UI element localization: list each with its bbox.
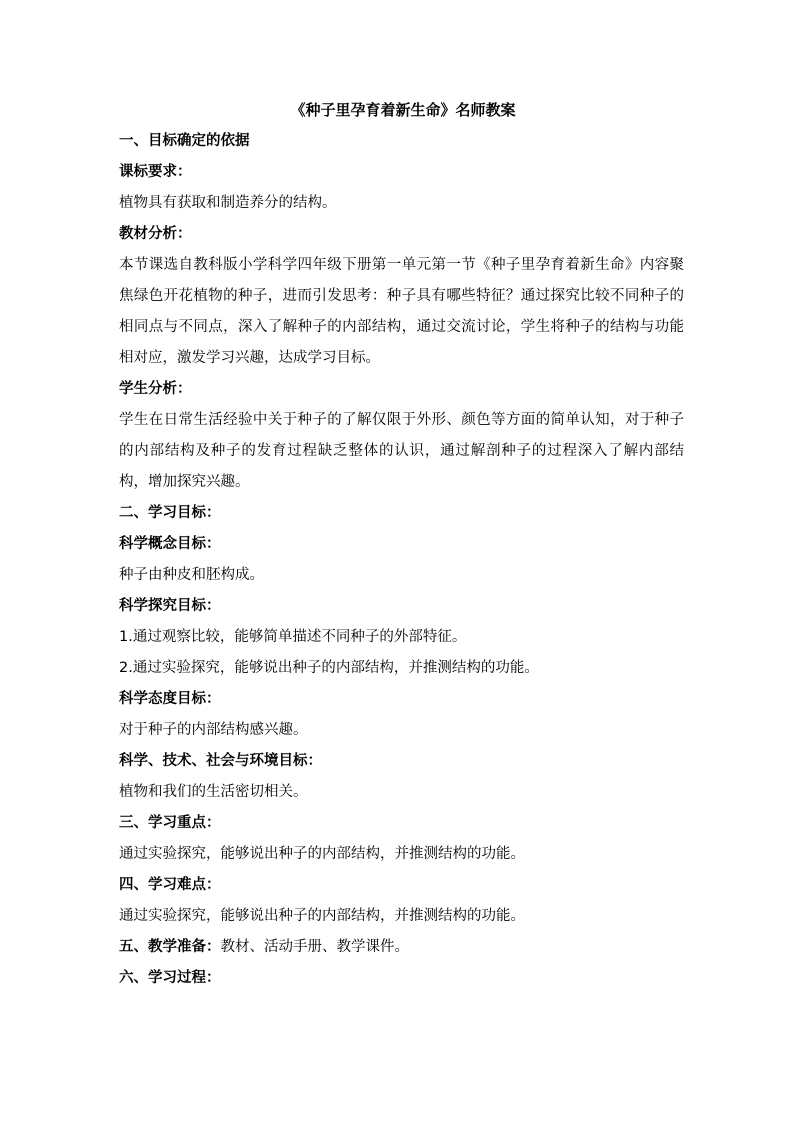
stse-text: 植物和我们的生活密切相关。 <box>119 784 308 800</box>
section5-text: 教材、活动手册、教学课件。 <box>220 939 409 955</box>
section1-heading: 一、目标确定的依据 <box>119 133 250 149</box>
student-text: 学生在日常生活经验中关于种子的了解仅限于外形、颜色等方面的简单认知，对于种子的内部结构及种子的发育过程缺乏整体的认识，通过解剖种子的过程深入了解内部结构，增加探究兴趣。 <box>119 412 684 490</box>
concept-text: 种子由种皮和胚构成。 <box>119 567 264 583</box>
inquiry-item-1: 1.通过观察比较，能够简单描述不同种子的外部特征。 <box>119 629 467 645</box>
section4-heading: 四、学习难点： <box>119 877 221 893</box>
curriculum-text: 植物具有获取和制造养分的结构。 <box>119 195 337 211</box>
attitude-label: 科学态度目标： <box>119 691 221 707</box>
section5-heading: 五、教学准备： <box>119 939 221 955</box>
curriculum-label: 课标要求： <box>119 164 192 180</box>
section6-heading: 六、学习过程： <box>119 970 221 986</box>
textbook-text: 本节课选自教科版小学科学四年级下册第一单元第一节《种子里孕育着新生命》内容聚焦绿色开花植物的种子，进而引发思考：种子具有哪些特征？通过探究比较不同种子的相同点与不同点，深入了解种子的内部结构，通过交流讨论，学生将种子的结构与功能相对应，激发学习兴趣，达成学习目标。 <box>119 257 684 366</box>
inquiry-item-2: 2.通过实验探究，能够说出种子的内部结构，并推测结构的功能。 <box>119 660 539 676</box>
section3-heading: 三、学习重点： <box>119 815 221 831</box>
section3-text: 通过实验探究，能够说出种子的内部结构，并推测结构的功能。 <box>119 846 525 862</box>
section4-text: 通过实验探究，能够说出种子的内部结构，并推测结构的功能。 <box>119 908 525 924</box>
student-label: 学生分析： <box>119 381 192 397</box>
section2-heading: 二、学习目标： <box>119 505 221 521</box>
attitude-text: 对于种子的内部结构感兴趣。 <box>119 722 308 738</box>
textbook-label: 教材分析： <box>119 226 192 242</box>
concept-label: 科学概念目标： <box>119 536 221 552</box>
document-title: 《种子里孕育着新生命》名师教案 <box>290 101 516 119</box>
inquiry-label: 科学探究目标： <box>119 598 221 614</box>
section5-line <box>119 932 684 963</box>
stse-label: 科学、技术、社会与环境目标： <box>119 753 322 769</box>
